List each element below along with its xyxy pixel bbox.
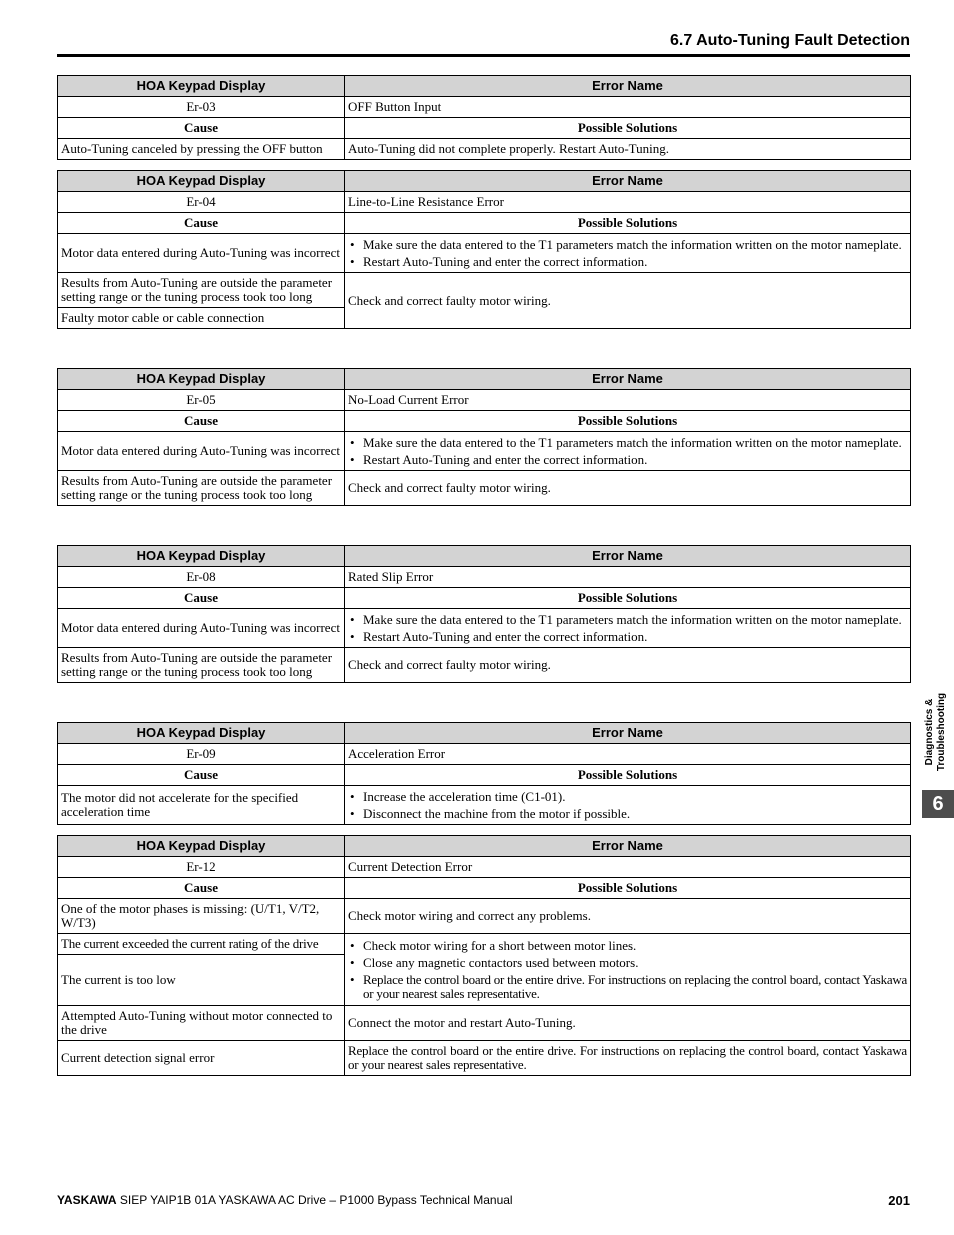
solution-list (348, 939, 907, 1001)
footer-brand: YASKAWA (57, 1193, 117, 1207)
cause-header: Cause (58, 765, 345, 786)
solution-item: • Make sure the data entered to the T1 parameters match the information written on the motor nameplate. (348, 613, 907, 627)
page-section-title: 6.7 Auto-Tuning Fault Detection (670, 32, 910, 49)
cause-row (58, 609, 911, 648)
solution-list (348, 613, 907, 644)
solution-item: • Disconnect the machine from the motor if possible. (348, 807, 907, 821)
cause-row (58, 934, 911, 955)
cause-solution-header-row (58, 411, 911, 432)
cause-solution-header-row (58, 765, 911, 786)
fault-code: Er-04 (58, 192, 345, 213)
solutions-header: Possible Solutions (345, 118, 911, 139)
solution-item: • Restart Auto-Tuning and enter the correct information. (348, 255, 907, 269)
solution-text: Connect the motor and restart Auto-Tuning. (345, 1006, 911, 1041)
fault-name: Acceleration Error (345, 744, 911, 765)
cause-row (58, 1041, 911, 1076)
solution-cell (345, 786, 911, 825)
solution-item: • Make sure the data entered to the T1 parameters match the information written on the motor nameplate. (348, 238, 907, 252)
cause-text: Results from Auto-Tuning are outside the parameter setting range or the tuning process took too long (58, 273, 345, 308)
hoa-keypad-display-header: HOA Keypad Display (58, 546, 345, 567)
cause-text: One of the motor phases is missing: (U/T1, V/T2, W/T3) (58, 899, 345, 934)
cause-row (58, 471, 911, 506)
cause-row (58, 273, 911, 308)
fault-table-er05 (57, 368, 911, 506)
cause-text: The motor did not accelerate for the specified acceleration time (58, 786, 345, 825)
table-header-row (58, 369, 911, 390)
error-name-header: Error Name (345, 546, 911, 567)
solution-text: Auto-Tuning did not complete properly. Restart Auto-Tuning. (345, 139, 911, 160)
solution-list (348, 790, 907, 821)
cause-text: Auto-Tuning canceled by pressing the OFF button (58, 139, 345, 160)
cause-header: Cause (58, 588, 345, 609)
cause-text: Current detection signal error (58, 1041, 345, 1076)
fault-code: Er-12 (58, 857, 345, 878)
solutions-header: Possible Solutions (345, 765, 911, 786)
cause-text: The current exceeded the current rating of the drive (58, 934, 345, 955)
fault-name: Rated Slip Error (345, 567, 911, 588)
table-header-row (58, 546, 911, 567)
solution-list (348, 436, 907, 467)
footer-document-title (57, 1193, 513, 1207)
cause-row (58, 432, 911, 471)
error-name-header: Error Name (345, 723, 911, 744)
cause-text: Results from Auto-Tuning are outside the parameter setting range or the tuning process took too long (58, 471, 345, 506)
chapter-number-tab: 6 (922, 790, 954, 818)
solutions-header: Possible Solutions (345, 213, 911, 234)
error-name-header: Error Name (345, 369, 911, 390)
cause-solution-header-row (58, 878, 911, 899)
cause-row (58, 139, 911, 160)
cause-header: Cause (58, 118, 345, 139)
cause-solution-header-row (58, 588, 911, 609)
fault-table-er04 (57, 170, 911, 329)
footer-doc-text: SIEP YAIP1B 01A YASKAWA AC Drive – P1000 Bypass Technical Manual (116, 1193, 513, 1207)
cause-text: Motor data entered during Auto-Tuning was incorrect (58, 609, 345, 648)
chapter-side-tab-label: Diagnostics & Troubleshooting (924, 692, 947, 772)
fault-name: No-Load Current Error (345, 390, 911, 411)
fault-name: Line-to-Line Resistance Error (345, 192, 911, 213)
hoa-keypad-display-header: HOA Keypad Display (58, 171, 345, 192)
fault-code: Er-09 (58, 744, 345, 765)
solution-item: • Replace the control board or the entire drive. For instructions on replacing the control board, contact Yaskawa or your nearest sales representative. (348, 973, 907, 1001)
fault-table-er08 (57, 545, 911, 683)
error-name-header: Error Name (345, 171, 911, 192)
cause-solution-header-row (58, 118, 911, 139)
solution-text: Check motor wiring and correct any problems. (345, 899, 911, 934)
fault-code: Er-08 (58, 567, 345, 588)
solution-cell (345, 609, 911, 648)
solution-item: • Close any magnetic contactors used between motors. (348, 956, 907, 970)
fault-code-row (58, 192, 911, 213)
cause-header: Cause (58, 213, 345, 234)
cause-text: The current is too low (58, 955, 345, 1006)
solution-item: • Check motor wiring for a short between motor lines. (348, 939, 907, 953)
table-header-row (58, 836, 911, 857)
error-name-header: Error Name (345, 836, 911, 857)
fault-code-row (58, 744, 911, 765)
hoa-keypad-display-header: HOA Keypad Display (58, 723, 345, 744)
solution-item: • Restart Auto-Tuning and enter the correct information. (348, 453, 907, 467)
fault-name: Current Detection Error (345, 857, 911, 878)
table-header-row (58, 76, 911, 97)
header-rule (57, 54, 910, 57)
solutions-header: Possible Solutions (345, 588, 911, 609)
solution-list (348, 238, 907, 269)
fault-code-row (58, 567, 911, 588)
cause-header: Cause (58, 878, 345, 899)
solutions-header: Possible Solutions (345, 411, 911, 432)
fault-table-er12 (57, 835, 911, 1076)
cause-text: Attempted Auto-Tuning without motor connected to the drive (58, 1006, 345, 1041)
solution-text: Check and correct faulty motor wiring. (345, 471, 911, 506)
cause-row (58, 899, 911, 934)
page-number: 201 (888, 1193, 910, 1208)
hoa-keypad-display-header: HOA Keypad Display (58, 836, 345, 857)
fault-code-row (58, 390, 911, 411)
solution-cell (345, 432, 911, 471)
cause-text: Faulty motor cable or cable connection (58, 308, 345, 329)
fault-code-row (58, 97, 911, 118)
fault-table-er09 (57, 722, 911, 825)
cause-text: Results from Auto-Tuning are outside the parameter setting range or the tuning process took too long (58, 648, 345, 683)
table-header-row (58, 171, 911, 192)
cause-row (58, 234, 911, 273)
solution-item: • Increase the acceleration time (C1-01). (348, 790, 907, 804)
fault-name: OFF Button Input (345, 97, 911, 118)
solution-text: Replace the control board or the entire drive. For instructions on replacing the control board, contact Yaskawa or your nearest sales representative. (345, 1041, 911, 1076)
solution-item: • Restart Auto-Tuning and enter the correct information. (348, 630, 907, 644)
solution-cell (345, 934, 911, 1006)
cause-row (58, 1006, 911, 1041)
cause-row (58, 648, 911, 683)
fault-table-er03 (57, 75, 911, 160)
hoa-keypad-display-header: HOA Keypad Display (58, 369, 345, 390)
fault-code: Er-05 (58, 390, 345, 411)
cause-text: Motor data entered during Auto-Tuning was incorrect (58, 234, 345, 273)
error-name-header: Error Name (345, 76, 911, 97)
fault-code: Er-03 (58, 97, 345, 118)
fault-code-row (58, 857, 911, 878)
cause-header: Cause (58, 411, 345, 432)
hoa-keypad-display-header: HOA Keypad Display (58, 76, 345, 97)
cause-solution-header-row (58, 213, 911, 234)
solution-text: Check and correct faulty motor wiring. (345, 648, 911, 683)
solution-cell (345, 234, 911, 273)
solution-item: • Make sure the data entered to the T1 parameters match the information written on the motor nameplate. (348, 436, 907, 450)
table-header-row (58, 723, 911, 744)
solutions-header: Possible Solutions (345, 878, 911, 899)
cause-text: Motor data entered during Auto-Tuning was incorrect (58, 432, 345, 471)
cause-row (58, 786, 911, 825)
solution-text: Check and correct faulty motor wiring. (345, 273, 911, 329)
